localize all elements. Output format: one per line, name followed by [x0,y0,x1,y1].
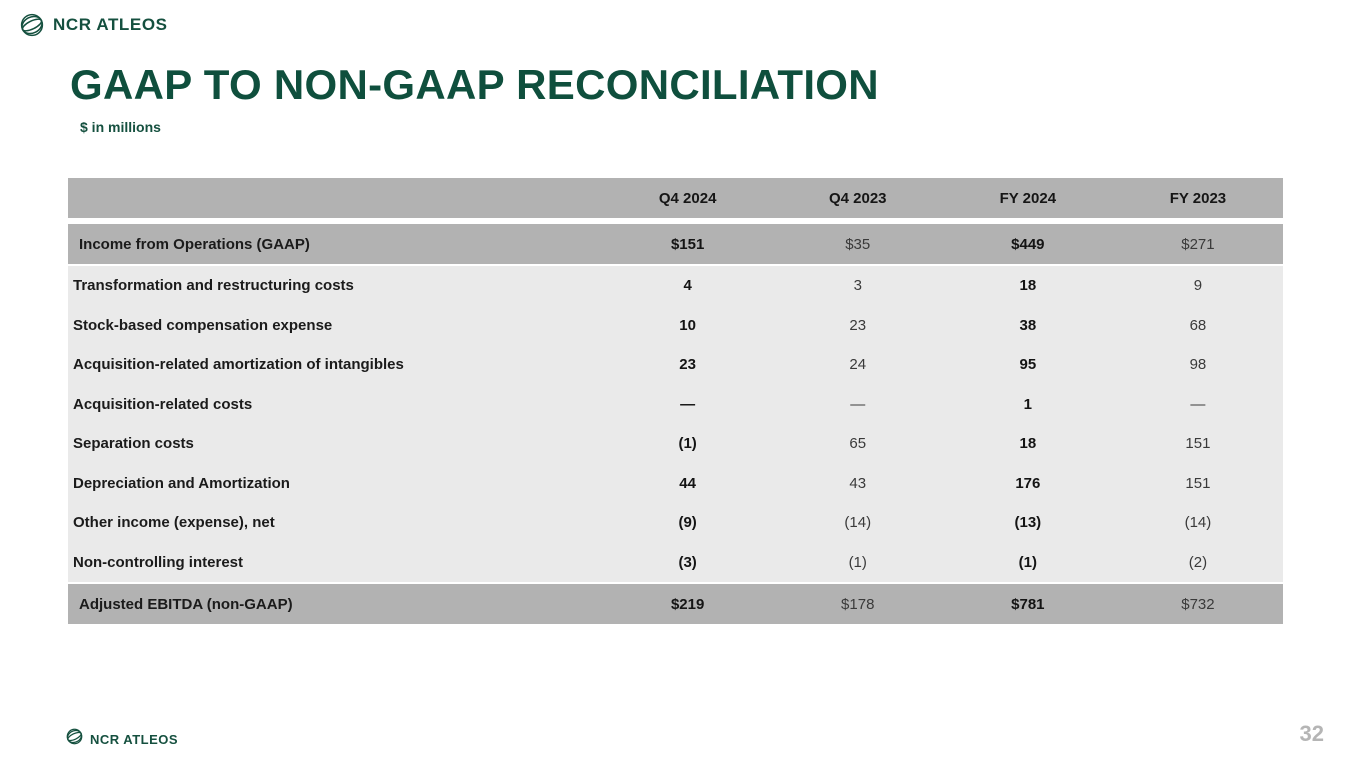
brand-name: NCR ATLEOS [53,15,168,34]
cell-q4-2024: (3) [678,553,697,571]
cell-q4-2024: 10 [679,316,696,334]
cell-fy-2024: 18 [1019,435,1037,453]
brand-logo [20,13,168,37]
cell-q4-2023: 23 [849,316,867,334]
cell-fy-2024: (13) [1014,514,1042,532]
table-header-row [68,178,1283,218]
table-body [68,266,1283,582]
cell-fy-2024: 176 [1015,474,1041,492]
reconciliation-table [68,178,1283,624]
table-row-non-controlling-interest [68,543,1283,583]
row-label: Stock-based compensation expense [73,316,333,334]
cell-fy-2024: (1) [1018,553,1037,571]
cell-fy-2024: 38 [1019,316,1037,334]
footer-brand-logo [66,728,178,750]
cell-fy-2023: — [1190,395,1206,413]
cell-q4-2023: 65 [849,435,867,453]
table-row-income-from-operations [68,224,1283,264]
row-label: Acquisition-related amortization of intangibles [73,356,404,374]
header-fy-2023: FY 2023 [1169,189,1227,207]
cell-fy-2024: 1 [1023,395,1032,413]
row-label: Adjusted EBITDA (non-GAAP) [79,595,293,613]
cell-q4-2024: 23 [679,356,696,374]
cell-fy-2024: $781 [1011,595,1045,613]
cell-q4-2023: 43 [849,474,867,492]
cell-q4-2024: (9) [678,514,697,532]
cell-q4-2023: $178 [841,595,875,613]
cell-fy-2023: (2) [1188,553,1208,571]
cell-q4-2023: 3 [853,277,862,295]
cell-q4-2024: 4 [683,277,692,295]
page-title: GAAP TO NON-GAAP RECONCILIATION [70,61,879,108]
table-row-other-income-expense [68,503,1283,543]
cell-q4-2023: — [850,395,866,413]
table-row-depreciation-amortization [68,464,1283,504]
row-label: Acquisition-related costs [73,395,253,413]
cell-fy-2024: 18 [1019,277,1037,295]
globe-icon [66,728,83,750]
table-row-adjusted-ebitda [68,584,1283,624]
cell-fy-2023: 9 [1193,277,1203,295]
table-row-stock-based-compensation [68,306,1283,346]
footer-brand-name: NCR ATLEOS [90,731,179,747]
cell-q4-2023: (1) [848,553,867,571]
row-label: Separation costs [73,435,194,453]
cell-fy-2023: 151 [1185,474,1211,492]
row-label: Transformation and restructuring costs [73,277,354,295]
row-label: Depreciation and Amortization [73,474,290,492]
header-fy-2024: FY 2024 [999,189,1057,207]
header-q4-2023: Q4 2023 [828,189,887,207]
table-row-acquisition-costs [68,385,1283,425]
cell-q4-2023: 24 [849,356,867,374]
cell-fy-2023: $732 [1181,595,1215,613]
cell-fy-2023: 151 [1185,435,1211,453]
cell-fy-2023: 68 [1189,316,1207,334]
page-subtitle: $ in millions [80,119,161,135]
cell-q4-2024: $219 [670,595,705,613]
table-row-separation-costs [68,424,1283,464]
cell-fy-2023: 98 [1189,356,1207,374]
header-q4-2024: Q4 2024 [658,189,717,207]
row-label: Non-controlling interest [73,553,243,571]
cell-q4-2023: $35 [845,235,871,253]
cell-fy-2023: (14) [1184,514,1212,532]
cell-fy-2024: $449 [1011,235,1045,253]
page-number: 32 [1299,721,1324,746]
cell-q4-2024: (1) [678,435,697,453]
cell-q4-2023: (14) [844,514,872,532]
table-row-acquisition-amortization [68,345,1283,385]
cell-fy-2024: 95 [1019,356,1037,374]
cell-q4-2024: $151 [670,235,705,253]
cell-q4-2024: 44 [679,474,696,492]
cell-fy-2023: $271 [1181,235,1215,253]
cell-q4-2024: — [680,395,696,413]
globe-icon [20,13,44,37]
row-label: Income from Operations (GAAP) [79,235,310,253]
table-row-transformation-restructuring [68,266,1283,306]
row-label: Other income (expense), net [73,514,275,532]
